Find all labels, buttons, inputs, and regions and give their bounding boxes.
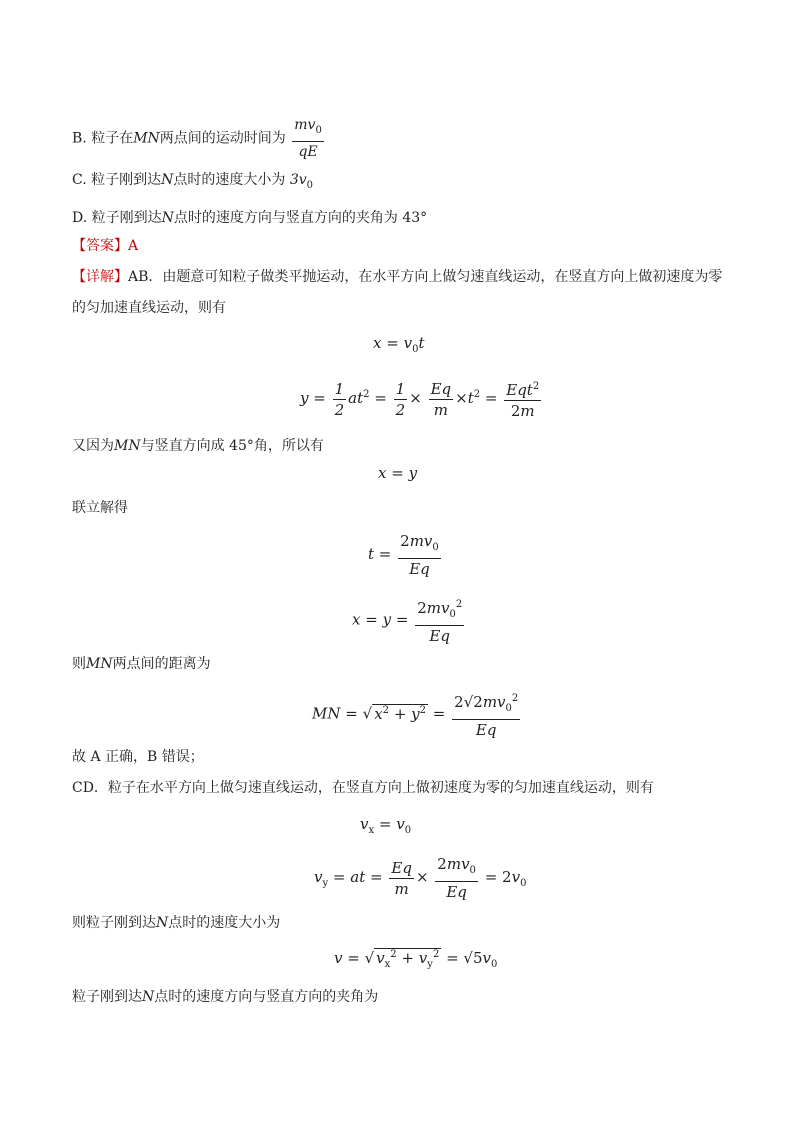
- option-c-text: 点时的速度大小为: [173, 172, 286, 188]
- equation-t: t = $\frac{2mv_0}{Eq}$: [368, 532, 439, 578]
- equation-vx: $v_x = v_0$: [360, 815, 412, 836]
- equation-mn: MN = √ $x^2 + y^2$ = $\frac{2√2mv_0^2}{Eq}$: [312, 690, 522, 739]
- detail-line-7: [72, 778, 654, 798]
- option-b-prefix: B. 粒子在: [72, 130, 134, 147]
- detail-line3-b: 与竖直方向成 45°角，所以有: [140, 438, 324, 454]
- detail-label: 【详解】: [72, 269, 128, 285]
- detail-line-4: [72, 498, 128, 518]
- answer-label: 【答案】: [72, 238, 128, 254]
- detail-line5-a: 则: [72, 656, 86, 672]
- detail-line8-a: 则粒子刚到达: [72, 915, 156, 931]
- detail-line6-text: 故 A 正确，B 错误；: [72, 749, 204, 765]
- equation-y: y = $\frac{1}{2}$ $at^2$ = $\frac{1}{2}$ × $\frac{Eq}{m}$ $\times t^2$ = $\frac{Eqt^2}{2m}$: [300, 379, 540, 420]
- option-b-text: 两点间的运动时间为: [159, 130, 286, 147]
- option-d-prefix: D. 粒子刚到达: [72, 210, 162, 226]
- detail-line4-text: 联立解得: [72, 500, 128, 516]
- option-b: [72, 116, 326, 161]
- detail-line9-a: 粒子刚到达: [72, 989, 142, 1005]
- option-b-mn: MN: [133, 130, 160, 147]
- detail-line3-a: 又因为: [72, 438, 114, 454]
- equation-v: v = √ $v_x^2 + v_y^2 = √5v_0$: [334, 949, 498, 970]
- option-c-n: N: [161, 172, 174, 188]
- detail-line1-text: AB．由题意可知粒子做类平抛运动，在水平方向上做匀速直线运动，在竖直方向上做初速度为零: [128, 269, 723, 285]
- equation-xy: x = y = $\frac{2mv_0^2}{Eq}$: [352, 596, 466, 645]
- detail-line-6: [72, 747, 204, 767]
- equation-x-y: x = y: [378, 464, 418, 482]
- equation-vy: $v_y$ = at = $\frac{Eq}{m}$ × $\frac{2mv_0}{Eq}$ = $2v_0$: [314, 855, 527, 901]
- detail-line-9: [72, 987, 378, 1007]
- detail-line9-b: 点时的速度方向与竖直方向的夹角为: [154, 989, 379, 1005]
- detail-line5-b: 两点间的距离为: [112, 656, 211, 672]
- detail-line-8: [72, 913, 280, 933]
- answer-value: A: [128, 238, 139, 254]
- option-d: [72, 208, 427, 228]
- option-c-prefix: C. 粒子刚到达: [72, 172, 162, 188]
- detail-line8-n: N: [156, 915, 169, 931]
- detail-line8-b: 点时的速度大小为: [168, 915, 281, 931]
- option-c: [72, 170, 313, 196]
- option-d-n: N: [161, 210, 174, 226]
- detail-line7-text: CD．粒子在水平方向上做匀速直线运动，在竖直方向上做初速度为零的匀加速直线运动，则有: [72, 780, 654, 796]
- detail-line-5: [72, 654, 211, 674]
- option-c-sub: 0: [306, 179, 314, 191]
- equation-x-v0t: $x = v_0t$: [373, 334, 425, 355]
- detail-line-1: [72, 267, 722, 287]
- detail-line5-mn: MN: [86, 656, 113, 672]
- option-b-fraction: $\frac{mv_0}{qE}$: [294, 117, 322, 160]
- detail-line2-text: 的匀加速直线运动，则有: [72, 300, 226, 316]
- detail-line9-n: N: [142, 989, 155, 1005]
- detail-line3-mn: MN: [114, 438, 141, 454]
- detail-line-3: [72, 436, 324, 456]
- answer-line: [72, 236, 138, 256]
- detail-line-2: [72, 298, 226, 318]
- option-c-value: 3v: [289, 172, 307, 188]
- option-d-text: 点时的速度方向与竖直方向的夹角为 43°: [173, 210, 428, 226]
